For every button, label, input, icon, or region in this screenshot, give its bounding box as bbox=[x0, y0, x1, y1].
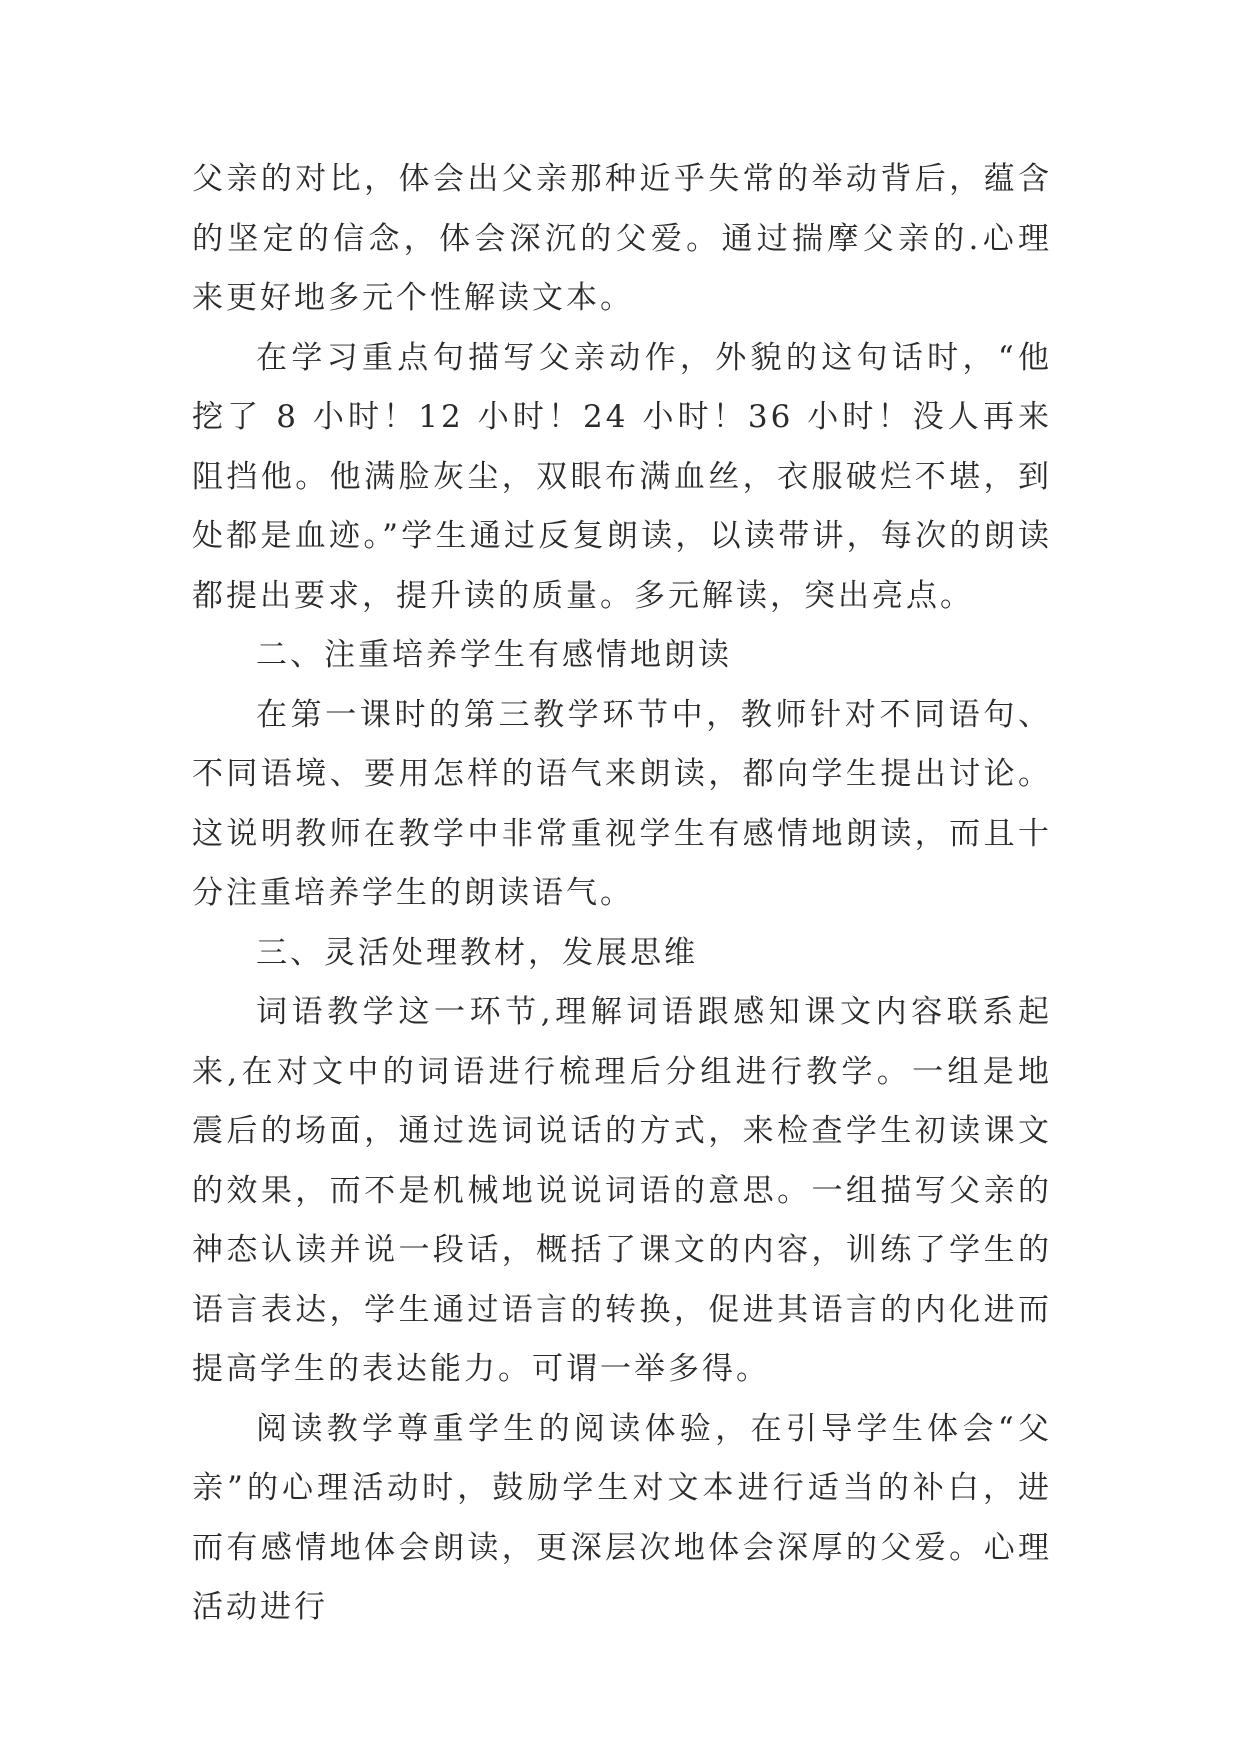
paragraph-reading-experience: 阅读教学尊重学生的阅读体验，在引导学生体会“父亲”的心理活动时，鼓励学生对文本进行适当的补白，进而有感情地体会朗读，更深层次地体会深厚的父爱。心理活动进行 bbox=[192, 1410, 1052, 1625]
paragraph-key-sentence-reading: 在学习重点句描写父亲动作，外貌的这句话时，“他挖了 8 小时！12 小时！24 小时！36 小时！没人再来阻挡他。他满脸灰尘，双眼布满血丝，衣服破烂不堪，到处都是血迹。”学生通过反复朗读，以读带讲，每次的朗读都提出要求，提升读的质量。多元解读，突出亮点。 bbox=[192, 339, 1052, 614]
document-body bbox=[192, 150, 1052, 1638]
paragraph-vocabulary-teaching: 词语教学这一环节,理解词语跟感知课文内容联系起来,在对文中的词语进行梳理后分组进行教学。一组是地震后的场面，通过选词说话的方式，来检查学生初读课文的效果，而不是机械地说说词语的意思。一组描写父亲的神态认读并说一段话，概括了课文的内容，训练了学生的语言表达，学生通过语言的转换，促进其语言的内化进而提高学生的表达能力。可谓一举多得。 bbox=[192, 994, 1052, 1387]
paragraph-father-contrast: 父亲的对比，体会出父亲那种近乎失常的举动背后，蕴含的坚定的信念，体会深沉的父爱。通过揣摩父亲的.心理来更好地多元个性解读文本。 bbox=[192, 161, 1052, 316]
section-heading-flexible-materials: 三、灵活处理教材，发展思维 bbox=[256, 934, 698, 971]
paragraph-first-lesson: 在第一课时的第三教学环节中，教师针对不同语句、不同语境、要用怎样的语气来朗读，都向学生提出讨论。这说明教师在教学中非常重视学生有感情地朗读，而且十分注重培养学生的朗读语气。 bbox=[192, 696, 1052, 911]
section-heading-emotional-reading: 二、注重培养学生有感情地朗读 bbox=[256, 637, 732, 673]
